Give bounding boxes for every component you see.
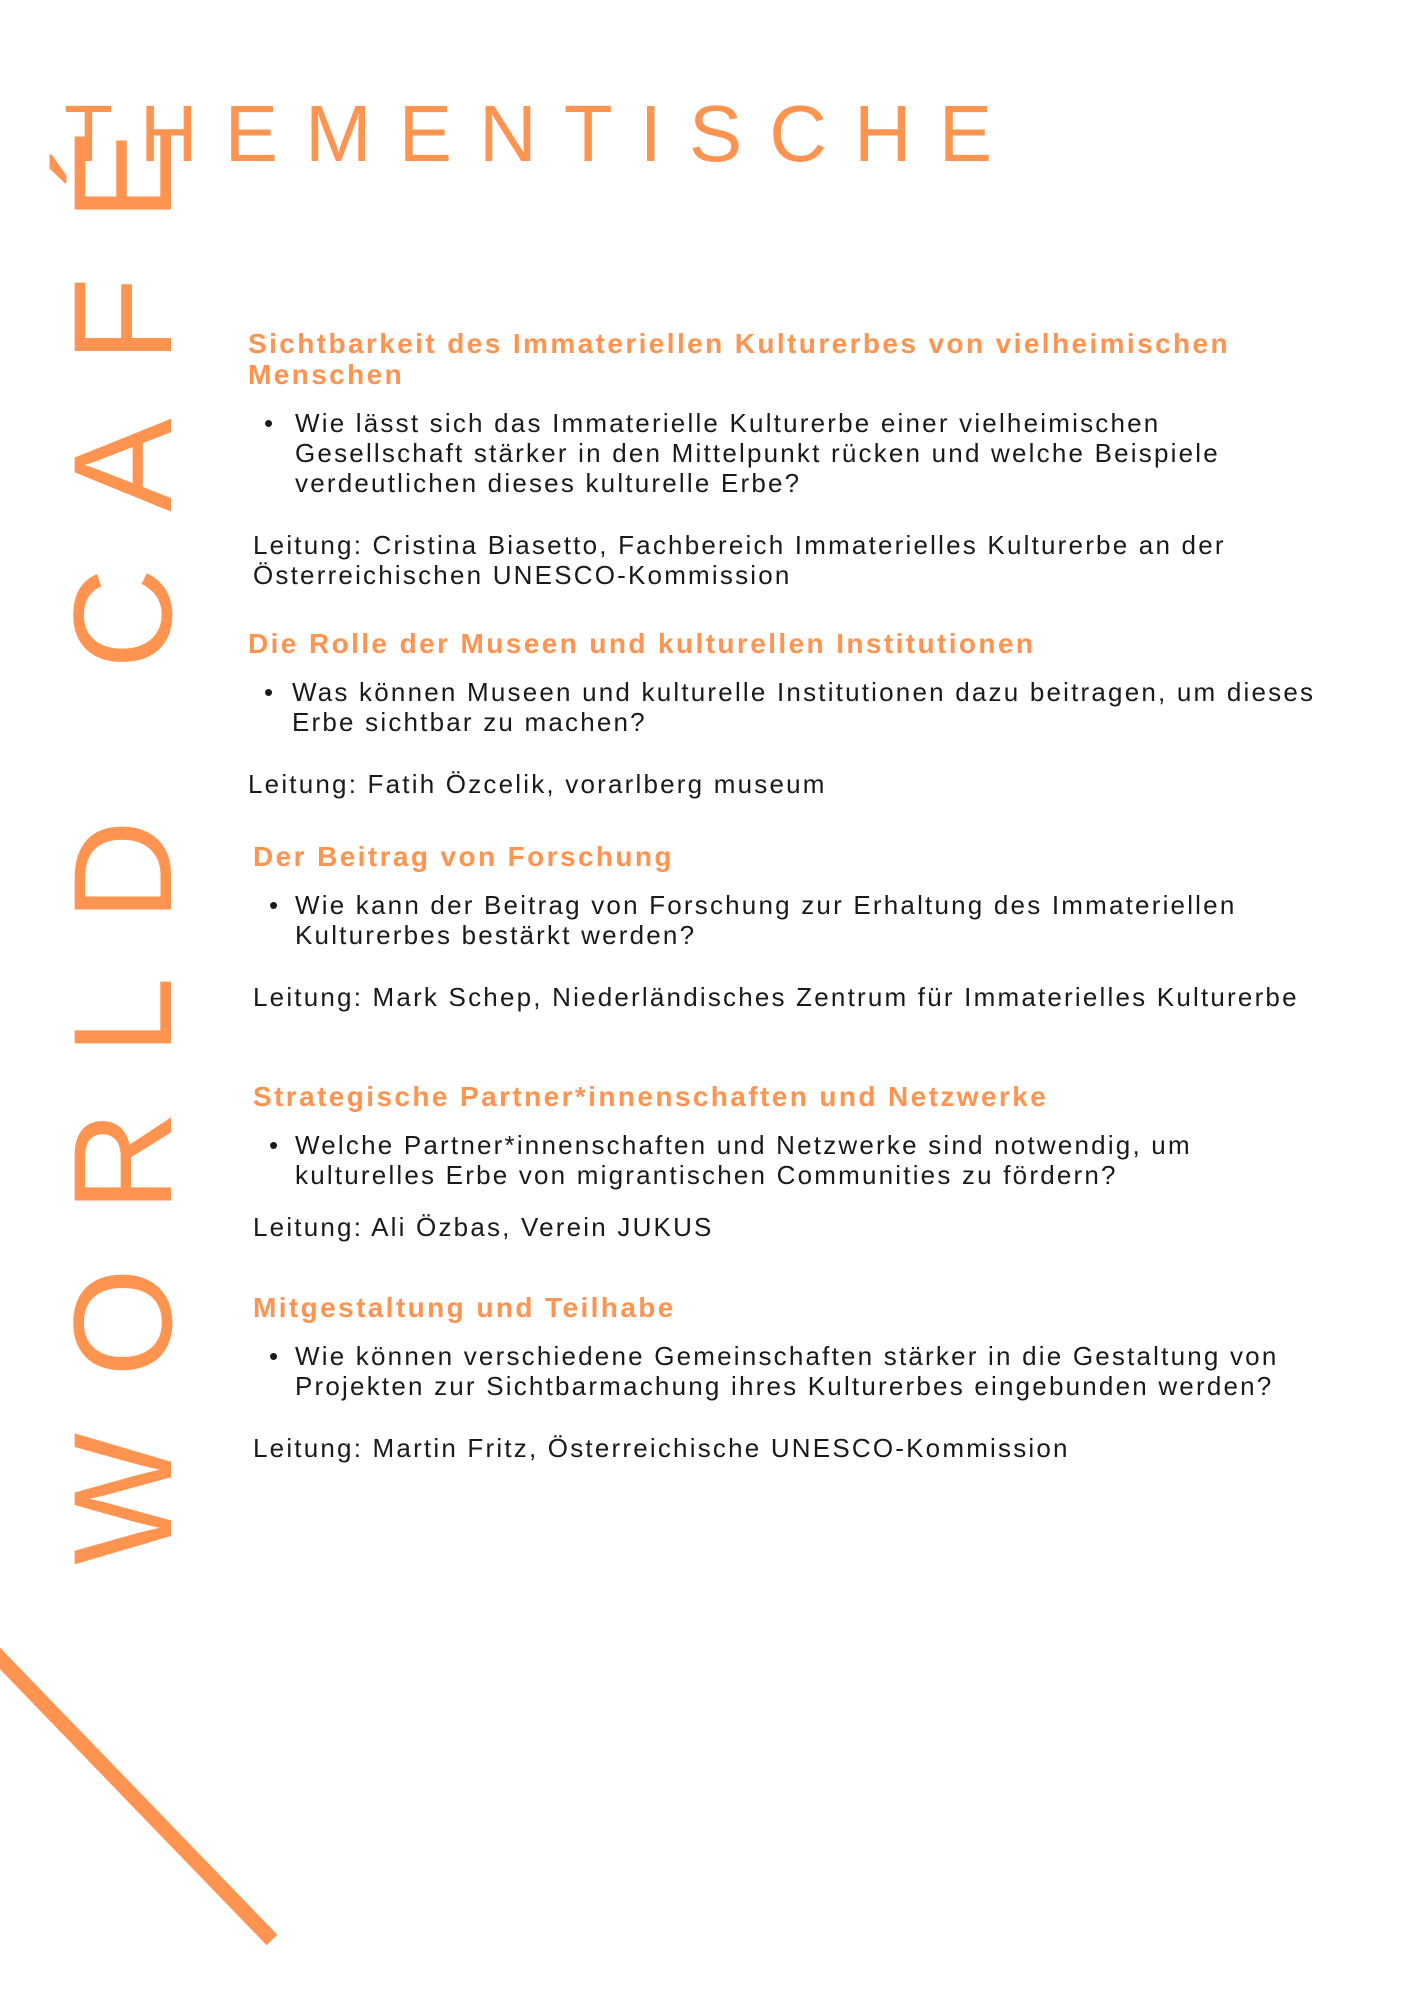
bullet-icon: • [264,408,276,438]
leitung-text: Leitung: Mark Schep, Niederländisches Zentrum für Immaterielles Kulturerbe [253,982,1299,1012]
topic-participation [253,1292,1333,1463]
question-text: Was können Museen und kulturelle Institutionen dazu beitragen, um dieses Erbe sichtbar zu machen? [292,677,1316,737]
question-text: Wie können verschiedene Gemeinschaften stärker in die Gestaltung von Projekten zur Sichtbarmachung ihres Kulturerbes eingebunden werden? [295,1341,1279,1401]
question-list [253,1341,1333,1401]
question-list [248,408,1328,498]
question-item [248,408,1328,498]
leitung-text: Leitung: Ali Özbas, Verein JUKUS [253,1212,714,1242]
bullet-icon: • [269,890,281,920]
bullet-icon: • [264,677,276,707]
question-item [253,890,1333,950]
topic-museums [248,628,1328,799]
question-list [253,890,1333,950]
bullet-icon: • [269,1341,281,1371]
question-text: Wie kann der Beitrag von Forschung zur Erhaltung des Immateriellen Kulturerbes bestärkt werden? [295,890,1237,950]
bullet-icon: • [269,1130,281,1160]
question-item [253,1341,1333,1401]
question-list [248,677,1328,737]
page-title: THEMENTISCHE [64,89,1020,178]
vertical-title-world-cafe: WORLD CAFÉ [44,71,201,1565]
question-item [253,1130,1333,1190]
question-list [253,1130,1333,1190]
question-text: Wie lässt sich das Immaterielle Kulturerbe einer vielheimischen Gesellschaft stärker in den Mittelpunkt rücken und welche Beispiele verdeutlichen dieses kulturelle Erbe? [295,408,1220,498]
question-text: Welche Partner*innenschaften und Netzwerke sind notwendig, um kulturelles Erbe von migrantischen Communities zu fördern? [295,1130,1192,1190]
topic-partnerships [253,1081,1333,1242]
topic-heading: Mitgestaltung und Teilhabe [253,1292,676,1323]
leitung-text: Leitung: Cristina Biasetto, Fachbereich Immaterielles Kulturerbe an der Österreichischen UNESCO-Kommission [253,530,1226,590]
topic-heading: Strategische Partner*innenschaften und Netzwerke [253,1081,1049,1112]
diagonal-stroke [0,1646,272,1940]
topic-visibility [248,328,1328,590]
leitung-text: Leitung: Fatih Özcelik, vorarlberg museum [248,769,827,799]
topic-heading: Sichtbarkeit des Immateriellen Kulturerbes von vielheimischen Menschen [248,328,1231,390]
question-item [248,677,1328,737]
topic-research [253,841,1333,1012]
topic-heading: Der Beitrag von Forschung [253,841,674,872]
topic-heading: Die Rolle der Museen und kulturellen Institutionen [248,628,1036,659]
leitung-text: Leitung: Martin Fritz, Österreichische UNESCO-Kommission [253,1433,1070,1463]
